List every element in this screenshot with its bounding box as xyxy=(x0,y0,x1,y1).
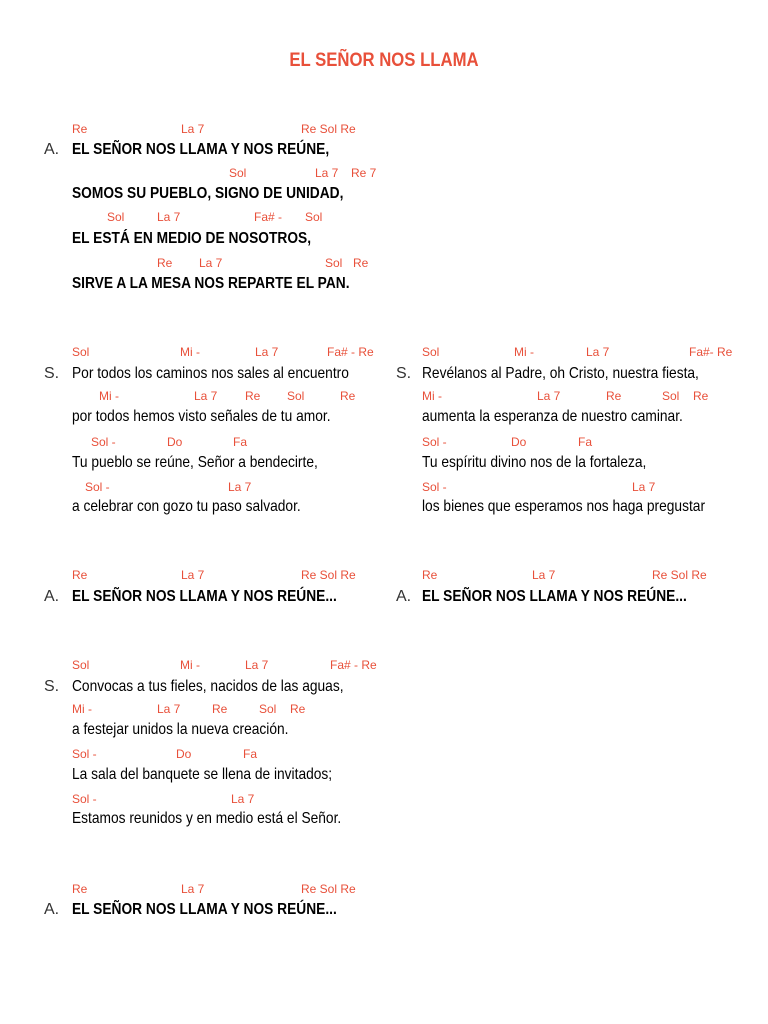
refrain-line: EL SEÑOR NOS LLAMA Y NOS REÚNE, xyxy=(72,141,330,158)
chord: La 7 xyxy=(181,568,205,582)
stanza-marker: S. xyxy=(44,365,60,382)
verse-line: Por todos los caminos nos sales al encuentro xyxy=(72,365,349,382)
verse-line: aumenta la esperanza de nuestro caminar. xyxy=(422,408,683,425)
chord: Sol - xyxy=(85,480,110,494)
chord: Mi - xyxy=(99,389,119,403)
chord: Fa xyxy=(578,435,593,449)
refrain-line: EL SEÑOR NOS LLAMA Y NOS REÚNE... xyxy=(422,588,687,605)
chord: La 7 xyxy=(245,658,269,672)
chord: La 7 xyxy=(199,256,223,270)
antiphon-marker: A. xyxy=(44,588,60,605)
verse-line: a celebrar con gozo tu paso salvador. xyxy=(72,498,301,515)
song-title: EL SEÑOR NOS LLAMA xyxy=(289,50,479,71)
chord: Do xyxy=(511,435,527,449)
chord: Re Sol Re xyxy=(652,568,707,582)
verse-line: por todos hemos visto señales de tu amor. xyxy=(72,408,331,425)
chord: Re xyxy=(422,568,438,582)
chord: Re xyxy=(72,568,88,582)
chord: Mi - xyxy=(422,389,442,403)
refrain-line: SOMOS SU PUEBLO, SIGNO DE UNIDAD, xyxy=(72,185,344,202)
chord: Fa#- Re xyxy=(689,345,733,359)
chord: Fa xyxy=(243,747,258,761)
chord: Re xyxy=(157,256,173,270)
chord: Re 7 xyxy=(351,166,377,180)
chord: La 7 xyxy=(532,568,556,582)
chord: La 7 xyxy=(181,882,205,896)
chord: Re xyxy=(693,389,709,403)
chord: Re xyxy=(245,389,261,403)
chord: Re xyxy=(290,702,306,716)
chord: Re Sol Re xyxy=(301,882,356,896)
chord: Sol xyxy=(305,210,323,224)
chord: Re xyxy=(340,389,356,403)
chord: Fa# - xyxy=(254,210,283,224)
antiphon-marker: A. xyxy=(44,141,60,158)
chord: Do xyxy=(167,435,183,449)
chord: Sol xyxy=(107,210,125,224)
verse-line: Tu espíritu divino nos de la fortaleza, xyxy=(422,454,647,471)
chord: La 7 xyxy=(181,122,205,136)
chord: Mi - xyxy=(514,345,534,359)
chord: La 7 xyxy=(194,389,218,403)
chord: Re xyxy=(606,389,622,403)
chord: Sol xyxy=(72,345,90,359)
verse-line: a festejar unidos la nueva creación. xyxy=(72,721,289,738)
chord: Fa# - Re xyxy=(330,658,377,672)
refrain-line: EL SEÑOR NOS LLAMA Y NOS REÚNE... xyxy=(72,588,337,605)
chord: Sol xyxy=(287,389,305,403)
chord: Fa xyxy=(233,435,248,449)
refrain-line: EL SEÑOR NOS LLAMA Y NOS REÚNE... xyxy=(72,901,337,918)
chord: Mi - xyxy=(72,702,92,716)
verse-line: los bienes que esperamos nos haga pregustar xyxy=(422,498,706,515)
chord: Re xyxy=(72,122,88,136)
verse-line: Revélanos al Padre, oh Cristo, nuestra fiesta, xyxy=(422,365,699,382)
chord: Mi - xyxy=(180,345,200,359)
chord: Re xyxy=(72,882,88,896)
chord: La 7 xyxy=(157,702,181,716)
chord: La 7 xyxy=(231,792,255,806)
chord: Re xyxy=(353,256,369,270)
chord: La 7 xyxy=(537,389,561,403)
chord: Fa# - Re xyxy=(327,345,374,359)
verse-line: Tu pueblo se reúne, Señor a bendecirte, xyxy=(72,454,318,471)
chord: Sol xyxy=(259,702,277,716)
chord: Sol xyxy=(662,389,680,403)
verse-line: Estamos reunidos y en medio está el Señor. xyxy=(72,810,342,827)
chord: Do xyxy=(176,747,192,761)
chord: Re xyxy=(212,702,228,716)
chord: Sol - xyxy=(422,435,447,449)
chord: Sol xyxy=(72,658,90,672)
verse-line: La sala del banquete se llena de invitados; xyxy=(72,766,333,783)
chord: Sol xyxy=(229,166,247,180)
chord: Sol - xyxy=(72,747,97,761)
chord: Re Sol Re xyxy=(301,122,356,136)
chord: La 7 xyxy=(315,166,339,180)
chord: La 7 xyxy=(157,210,181,224)
antiphon-marker: A. xyxy=(44,901,60,918)
chord: La 7 xyxy=(632,480,656,494)
chord: Sol xyxy=(325,256,343,270)
chord: Re Sol Re xyxy=(301,568,356,582)
refrain-line: SIRVE A LA MESA NOS REPARTE EL PAN. xyxy=(72,275,350,292)
stanza-marker: S. xyxy=(44,678,60,695)
chord: Mi - xyxy=(180,658,200,672)
chord: La 7 xyxy=(228,480,252,494)
antiphon-marker: A. xyxy=(396,588,412,605)
stanza-marker: S. xyxy=(396,365,412,382)
chord: Sol - xyxy=(422,480,447,494)
chord: Sol - xyxy=(91,435,116,449)
chord: La 7 xyxy=(586,345,610,359)
verse-line: Convocas a tus fieles, nacidos de las aguas, xyxy=(72,678,344,695)
chord: La 7 xyxy=(255,345,279,359)
refrain-line: EL ESTÁ EN MEDIO DE NOSOTROS, xyxy=(72,230,312,247)
chord: Sol - xyxy=(72,792,97,806)
chord: Sol xyxy=(422,345,440,359)
